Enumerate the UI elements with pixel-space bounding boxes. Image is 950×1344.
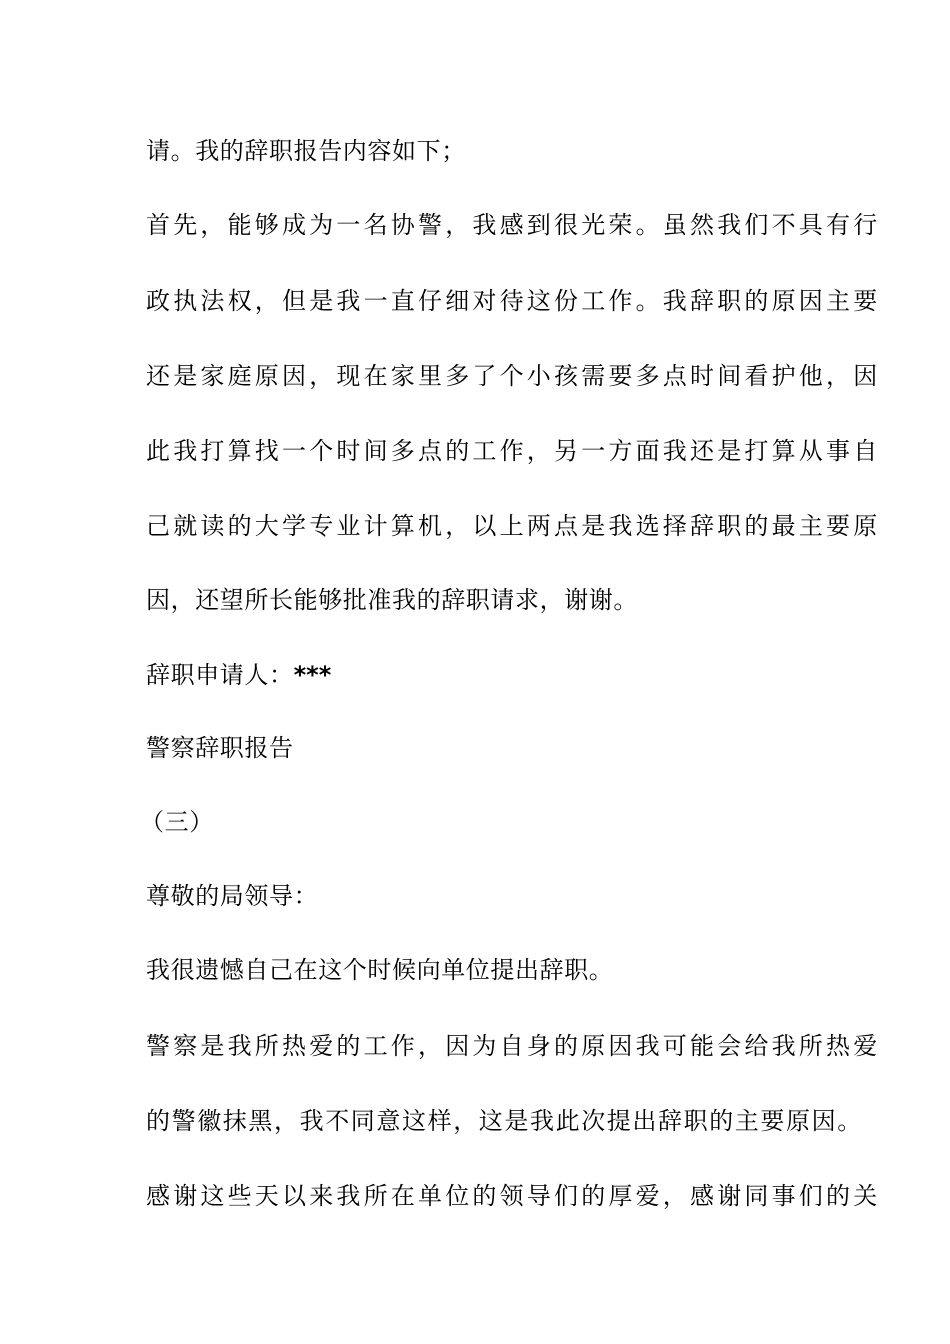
paragraph-line: 首先，能够成为一名协警，我感到很光荣。虽然我们不具有行 bbox=[146, 211, 881, 239]
paragraph-line: 还是家庭原因，现在家里多了个小孩需要多点时间看护他，因 bbox=[146, 362, 881, 390]
salutation: 尊敬的局领导： bbox=[146, 882, 319, 910]
paragraph-line: 己就读的大学专业计算机，以上两点是我选择辞职的最主要原 bbox=[146, 512, 881, 540]
section-number: （三） bbox=[140, 808, 214, 836]
signature-name: *** bbox=[293, 661, 332, 689]
paragraph-line: 请。我的辞职报告内容如下； bbox=[146, 137, 466, 165]
signature-line bbox=[146, 660, 826, 690]
signature-label: 辞职申请人： bbox=[146, 661, 294, 689]
paragraph-line: 的警徽抹黑，我不同意这样，这是我此次提出辞职的主要原因。 bbox=[146, 1107, 863, 1135]
paragraph-line: 感谢这些天以来我所在单位的领导们的厚爱，感谢同事们的关 bbox=[146, 1182, 881, 1210]
paragraph-line: 政执法权，但是我一直仔细对待这份工作。我辞职的原因主要 bbox=[146, 287, 881, 315]
paragraph-line: 此我打算找一个时间多点的工作，另一方面我还是打算从事自 bbox=[146, 437, 881, 465]
paragraph-line: 因，还望所长能够批准我的辞职请求，谢谢。 bbox=[146, 586, 638, 614]
paragraph-line: 警察是我所热爱的工作，因为自身的原因我可能会给我所热爱 bbox=[146, 1032, 881, 1060]
paragraph-line: 我很遗憾自己在这个时候向单位提出辞职。 bbox=[146, 956, 614, 984]
section-title: 警察辞职报告 bbox=[146, 734, 294, 762]
